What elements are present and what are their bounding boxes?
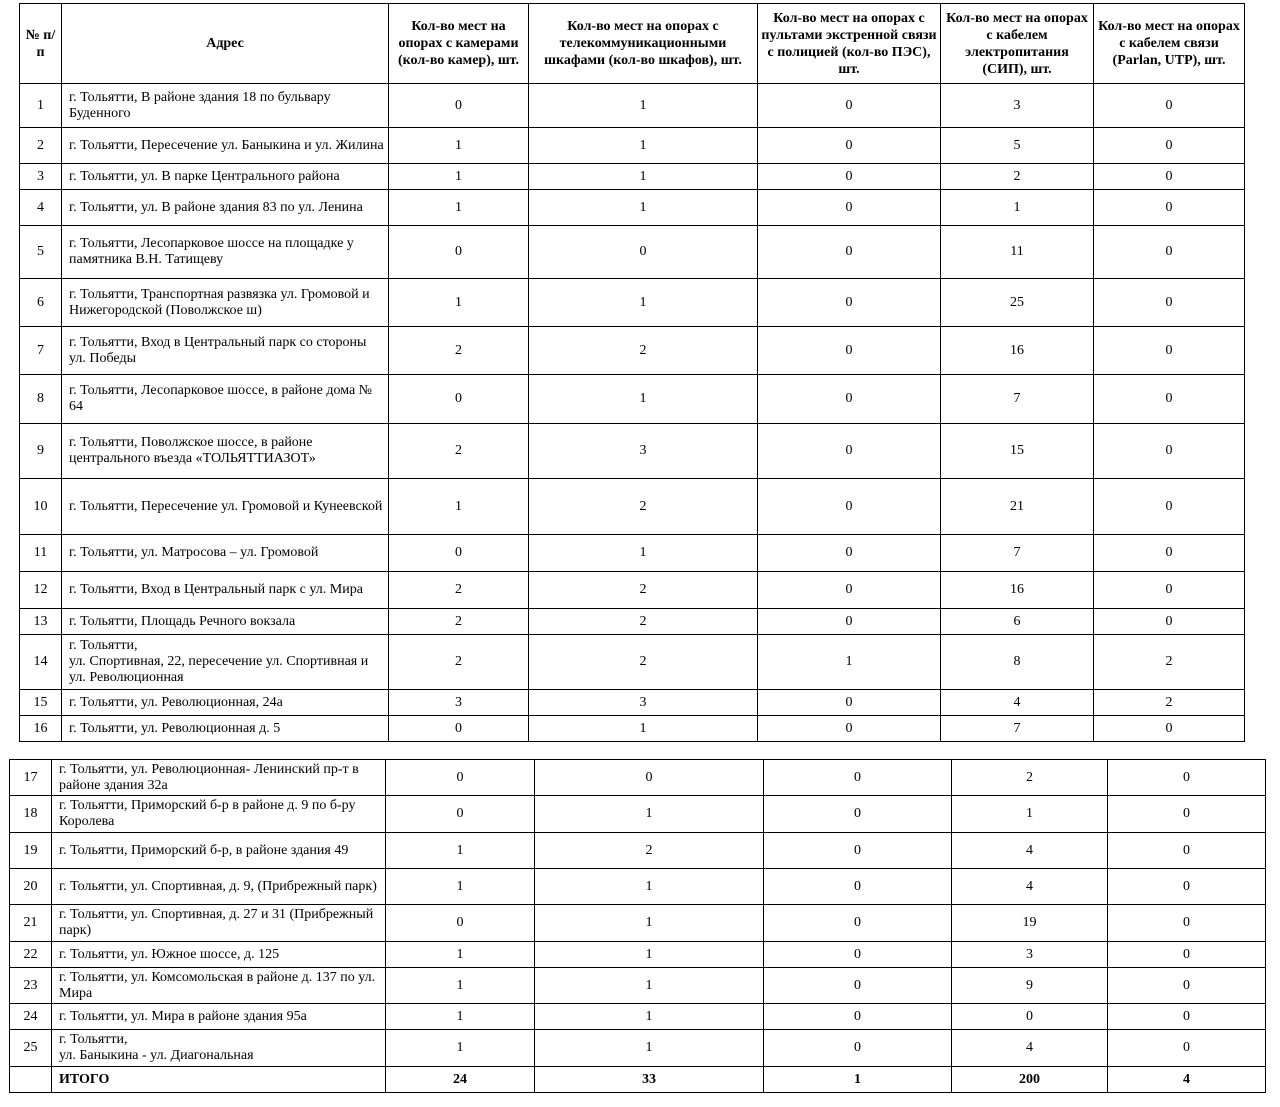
row-cabinets: 1 bbox=[529, 128, 758, 164]
table-row bbox=[10, 905, 1266, 942]
row-pes: 0 bbox=[758, 279, 941, 327]
row-sip: 2 bbox=[952, 760, 1108, 796]
header-address: Адрес bbox=[62, 4, 389, 84]
row-number: 9 bbox=[20, 424, 62, 479]
row-number: 2 bbox=[20, 128, 62, 164]
row-cabinets: 1 bbox=[529, 164, 758, 190]
row-cabinets: 1 bbox=[529, 716, 758, 742]
row-sip: 1 bbox=[952, 796, 1108, 833]
row-number: 8 bbox=[20, 375, 62, 424]
total-utp: 4 bbox=[1108, 1067, 1266, 1093]
row-pes: 0 bbox=[758, 190, 941, 226]
row-cameras: 1 bbox=[389, 279, 529, 327]
row-cameras: 0 bbox=[389, 716, 529, 742]
total-number-cell bbox=[10, 1067, 52, 1093]
row-cabinets: 2 bbox=[529, 635, 758, 690]
table-row bbox=[10, 1030, 1266, 1067]
row-sip: 7 bbox=[941, 375, 1094, 424]
row-utp: 0 bbox=[1108, 942, 1266, 968]
row-address: г. Тольятти, ул. В районе здания 83 по ул. Ленина bbox=[62, 190, 389, 226]
row-address: г. Тольятти, ул. Революционная, 24а bbox=[62, 690, 389, 716]
row-utp: 0 bbox=[1094, 226, 1245, 279]
row-cameras: 0 bbox=[389, 226, 529, 279]
row-address: г. Тольятти, ул. Мира в районе здания 95а bbox=[52, 1004, 386, 1030]
row-number: 4 bbox=[20, 190, 62, 226]
row-utp: 0 bbox=[1108, 869, 1266, 905]
row-utp: 0 bbox=[1094, 375, 1245, 424]
row-pes: 0 bbox=[758, 479, 941, 535]
table-row bbox=[10, 942, 1266, 968]
table-row bbox=[10, 796, 1266, 833]
row-sip: 19 bbox=[952, 905, 1108, 942]
row-sip: 1 bbox=[941, 190, 1094, 226]
row-pes: 0 bbox=[764, 1030, 952, 1067]
row-pes: 0 bbox=[764, 968, 952, 1004]
row-utp: 0 bbox=[1108, 905, 1266, 942]
header-pes: Кол-во мест на опорах с пультами экстренной связи с полицией (кол-во ПЭС), шт. bbox=[758, 4, 941, 84]
row-pes: 0 bbox=[758, 84, 941, 128]
table-row bbox=[20, 279, 1245, 327]
table-row bbox=[10, 869, 1266, 905]
row-cameras: 0 bbox=[389, 535, 529, 572]
row-pes: 0 bbox=[758, 572, 941, 609]
row-number: 11 bbox=[20, 535, 62, 572]
row-sip: 4 bbox=[952, 869, 1108, 905]
row-cabinets: 1 bbox=[535, 968, 764, 1004]
total-label: ИТОГО bbox=[52, 1067, 386, 1093]
row-cameras: 1 bbox=[386, 942, 535, 968]
row-number: 25 bbox=[10, 1030, 52, 1067]
row-pes: 0 bbox=[764, 942, 952, 968]
row-utp: 0 bbox=[1094, 716, 1245, 742]
row-cabinets: 2 bbox=[529, 609, 758, 635]
row-utp: 2 bbox=[1094, 635, 1245, 690]
row-cabinets: 1 bbox=[529, 190, 758, 226]
row-cameras: 2 bbox=[389, 424, 529, 479]
row-cameras: 2 bbox=[389, 635, 529, 690]
row-cameras: 1 bbox=[386, 1030, 535, 1067]
placements-table-page1 bbox=[19, 3, 1245, 742]
row-address: г. Тольятти, Поволжское шоссе, в районе центрального въезда «ТОЛЬЯТТИАЗОТ» bbox=[62, 424, 389, 479]
row-number: 21 bbox=[10, 905, 52, 942]
row-utp: 0 bbox=[1108, 760, 1266, 796]
table-row bbox=[10, 968, 1266, 1004]
row-number: 22 bbox=[10, 942, 52, 968]
row-cameras: 0 bbox=[386, 760, 535, 796]
header-utp: Кол-во мест на опорах с кабелем связи (Parlan, UTP), шт. bbox=[1094, 4, 1245, 84]
row-number: 1 bbox=[20, 84, 62, 128]
row-cabinets: 1 bbox=[535, 942, 764, 968]
row-utp: 0 bbox=[1108, 796, 1266, 833]
row-pes: 1 bbox=[758, 635, 941, 690]
row-number: 3 bbox=[20, 164, 62, 190]
row-utp: 0 bbox=[1108, 833, 1266, 869]
row-utp: 0 bbox=[1094, 609, 1245, 635]
table-row bbox=[20, 375, 1245, 424]
row-cabinets: 2 bbox=[535, 833, 764, 869]
row-cabinets: 0 bbox=[535, 760, 764, 796]
table-row bbox=[20, 690, 1245, 716]
total-cabinets: 33 bbox=[535, 1067, 764, 1093]
row-address: г. Тольятти, Пересечение ул. Громовой и Кунеевской bbox=[62, 479, 389, 535]
row-utp: 0 bbox=[1094, 190, 1245, 226]
row-cabinets: 1 bbox=[529, 84, 758, 128]
row-pes: 0 bbox=[758, 164, 941, 190]
row-utp: 0 bbox=[1094, 424, 1245, 479]
row-address: г. Тольятти, ул. Матросова – ул. Громовой bbox=[62, 535, 389, 572]
row-number: 19 bbox=[10, 833, 52, 869]
row-pes: 0 bbox=[758, 535, 941, 572]
row-utp: 0 bbox=[1108, 1030, 1266, 1067]
row-sip: 3 bbox=[952, 942, 1108, 968]
row-cameras: 1 bbox=[389, 190, 529, 226]
row-cameras: 0 bbox=[386, 796, 535, 833]
row-number: 23 bbox=[10, 968, 52, 1004]
row-address: г. Тольятти, ул. Революционная- Ленинский пр-т в районе здания 32а bbox=[52, 760, 386, 796]
row-sip: 21 bbox=[941, 479, 1094, 535]
table-header-row bbox=[20, 4, 1245, 84]
table-row bbox=[20, 128, 1245, 164]
row-sip: 8 bbox=[941, 635, 1094, 690]
table-row bbox=[20, 424, 1245, 479]
row-pes: 0 bbox=[758, 690, 941, 716]
header-cabinets: Кол-во мест на опорах с телекоммуникационными шкафами (кол-во шкафов), шт. bbox=[529, 4, 758, 84]
row-cameras: 1 bbox=[386, 1004, 535, 1030]
row-sip: 15 bbox=[941, 424, 1094, 479]
row-cabinets: 1 bbox=[529, 375, 758, 424]
row-pes: 0 bbox=[758, 375, 941, 424]
table-row bbox=[20, 226, 1245, 279]
row-utp: 0 bbox=[1094, 84, 1245, 128]
row-pes: 0 bbox=[764, 1004, 952, 1030]
row-sip: 7 bbox=[941, 535, 1094, 572]
table-row bbox=[10, 1004, 1266, 1030]
row-number: 13 bbox=[20, 609, 62, 635]
table-row bbox=[10, 833, 1266, 869]
row-address: г. Тольятти, ул. Спортивная, 22, пересечение ул. Спортивная и ул. Революционная bbox=[62, 635, 389, 690]
row-address: г. Тольятти, Лесопарковое шоссе на площадке у памятника В.Н. Татищеву bbox=[62, 226, 389, 279]
row-number: 17 bbox=[10, 760, 52, 796]
row-utp: 0 bbox=[1094, 279, 1245, 327]
row-utp: 0 bbox=[1094, 327, 1245, 375]
row-cabinets: 2 bbox=[529, 327, 758, 375]
row-number: 16 bbox=[20, 716, 62, 742]
row-utp: 0 bbox=[1094, 164, 1245, 190]
row-cabinets: 3 bbox=[529, 690, 758, 716]
row-number: 20 bbox=[10, 869, 52, 905]
table-row bbox=[20, 190, 1245, 226]
row-cabinets: 3 bbox=[529, 424, 758, 479]
row-address: г. Тольятти, ул. Спортивная, д. 9, (Прибрежный парк) bbox=[52, 869, 386, 905]
row-address: г. Тольятти, Вход в Центральный парк с ул. Мира bbox=[62, 572, 389, 609]
row-address: г. Тольятти, ул. Революционная д. 5 bbox=[62, 716, 389, 742]
row-pes: 0 bbox=[758, 226, 941, 279]
table-row bbox=[20, 572, 1245, 609]
row-utp: 0 bbox=[1094, 535, 1245, 572]
table-row bbox=[20, 635, 1245, 690]
row-cabinets: 1 bbox=[535, 905, 764, 942]
row-number: 15 bbox=[20, 690, 62, 716]
table-row bbox=[20, 84, 1245, 128]
row-address: г. Тольятти, Приморский б-р в районе д. 9 по б-ру Королева bbox=[52, 796, 386, 833]
row-cabinets: 1 bbox=[535, 1004, 764, 1030]
row-utp: 0 bbox=[1094, 572, 1245, 609]
row-sip: 11 bbox=[941, 226, 1094, 279]
row-cabinets: 1 bbox=[535, 796, 764, 833]
row-utp: 0 bbox=[1094, 479, 1245, 535]
row-pes: 0 bbox=[764, 905, 952, 942]
row-cabinets: 2 bbox=[529, 572, 758, 609]
table-row bbox=[20, 535, 1245, 572]
row-pes: 0 bbox=[758, 128, 941, 164]
row-number: 24 bbox=[10, 1004, 52, 1030]
row-cameras: 0 bbox=[386, 905, 535, 942]
row-address: г. Тольятти, Вход в Центральный парк со стороны ул. Победы bbox=[62, 327, 389, 375]
row-cabinets: 0 bbox=[529, 226, 758, 279]
row-pes: 0 bbox=[758, 609, 941, 635]
row-sip: 16 bbox=[941, 327, 1094, 375]
row-pes: 0 bbox=[758, 327, 941, 375]
row-address: г. Тольятти, Площадь Речного вокзала bbox=[62, 609, 389, 635]
row-number: 18 bbox=[10, 796, 52, 833]
row-address: г. Тольятти, Лесопарковое шоссе, в районе дома № 64 bbox=[62, 375, 389, 424]
header-number: № п/п bbox=[20, 4, 62, 84]
row-number: 10 bbox=[20, 479, 62, 535]
row-cameras: 1 bbox=[386, 968, 535, 1004]
row-address: г. Тольятти, ул. Баныкина - ул. Диагональная bbox=[52, 1030, 386, 1067]
header-sip: Кол-во мест на опорах с кабелем электропитания (СИП), шт. bbox=[941, 4, 1094, 84]
row-cameras: 1 bbox=[386, 833, 535, 869]
table-row bbox=[20, 479, 1245, 535]
row-sip: 16 bbox=[941, 572, 1094, 609]
row-sip: 4 bbox=[952, 1030, 1108, 1067]
row-sip: 2 bbox=[941, 164, 1094, 190]
total-row bbox=[10, 1067, 1266, 1093]
row-cabinets: 1 bbox=[535, 1030, 764, 1067]
row-address: г. Тольятти, ул. Комсомольская в районе д. 137 по ул. Мира bbox=[52, 968, 386, 1004]
row-address: г. Тольятти, Пересечение ул. Баныкина и ул. Жилина bbox=[62, 128, 389, 164]
row-sip: 5 bbox=[941, 128, 1094, 164]
row-utp: 2 bbox=[1094, 690, 1245, 716]
row-cameras: 0 bbox=[389, 375, 529, 424]
table-row bbox=[20, 164, 1245, 190]
row-address: г. Тольятти, Транспортная развязка ул. Громовой и Нижегородской (Поволжское ш) bbox=[62, 279, 389, 327]
row-pes: 0 bbox=[764, 833, 952, 869]
table-row bbox=[20, 716, 1245, 742]
row-sip: 4 bbox=[952, 833, 1108, 869]
row-pes: 0 bbox=[758, 716, 941, 742]
row-sip: 6 bbox=[941, 609, 1094, 635]
row-cameras: 2 bbox=[389, 572, 529, 609]
row-sip: 0 bbox=[952, 1004, 1108, 1030]
row-sip: 7 bbox=[941, 716, 1094, 742]
row-cabinets: 2 bbox=[529, 479, 758, 535]
row-cameras: 1 bbox=[386, 869, 535, 905]
row-sip: 4 bbox=[941, 690, 1094, 716]
row-cameras: 2 bbox=[389, 609, 529, 635]
row-utp: 0 bbox=[1094, 128, 1245, 164]
row-cameras: 0 bbox=[389, 84, 529, 128]
row-utp: 0 bbox=[1108, 1004, 1266, 1030]
row-address: г. Тольятти, ул. В парке Центрального района bbox=[62, 164, 389, 190]
table-row bbox=[20, 609, 1245, 635]
row-number: 5 bbox=[20, 226, 62, 279]
row-pes: 0 bbox=[764, 796, 952, 833]
row-cameras: 2 bbox=[389, 327, 529, 375]
row-address: г. Тольятти, ул. Южное шоссе, д. 125 bbox=[52, 942, 386, 968]
total-sip: 200 bbox=[952, 1067, 1108, 1093]
row-cabinets: 1 bbox=[529, 279, 758, 327]
row-address: г. Тольятти, Приморский б-р, в районе здания 49 bbox=[52, 833, 386, 869]
row-number: 14 bbox=[20, 635, 62, 690]
row-address: г. Тольятти, В районе здания 18 по бульвару Буденного bbox=[62, 84, 389, 128]
row-cabinets: 1 bbox=[535, 869, 764, 905]
placements-table-page2 bbox=[9, 759, 1266, 1093]
row-cameras: 1 bbox=[389, 479, 529, 535]
total-cameras: 24 bbox=[386, 1067, 535, 1093]
total-pes: 1 bbox=[764, 1067, 952, 1093]
row-sip: 25 bbox=[941, 279, 1094, 327]
row-pes: 0 bbox=[758, 424, 941, 479]
row-number: 12 bbox=[20, 572, 62, 609]
row-sip: 9 bbox=[952, 968, 1108, 1004]
row-utp: 0 bbox=[1108, 968, 1266, 1004]
table-row bbox=[10, 760, 1266, 796]
header-cameras: Кол-во мест на опорах с камерами (кол-во камер), шт. bbox=[389, 4, 529, 84]
row-sip: 3 bbox=[941, 84, 1094, 128]
row-pes: 0 bbox=[764, 760, 952, 796]
row-cameras: 1 bbox=[389, 128, 529, 164]
table-row bbox=[20, 327, 1245, 375]
row-number: 6 bbox=[20, 279, 62, 327]
row-cabinets: 1 bbox=[529, 535, 758, 572]
row-pes: 0 bbox=[764, 869, 952, 905]
row-cameras: 1 bbox=[389, 164, 529, 190]
row-number: 7 bbox=[20, 327, 62, 375]
row-address: г. Тольятти, ул. Спортивная, д. 27 и 31 (Прибрежный парк) bbox=[52, 905, 386, 942]
row-cameras: 3 bbox=[389, 690, 529, 716]
